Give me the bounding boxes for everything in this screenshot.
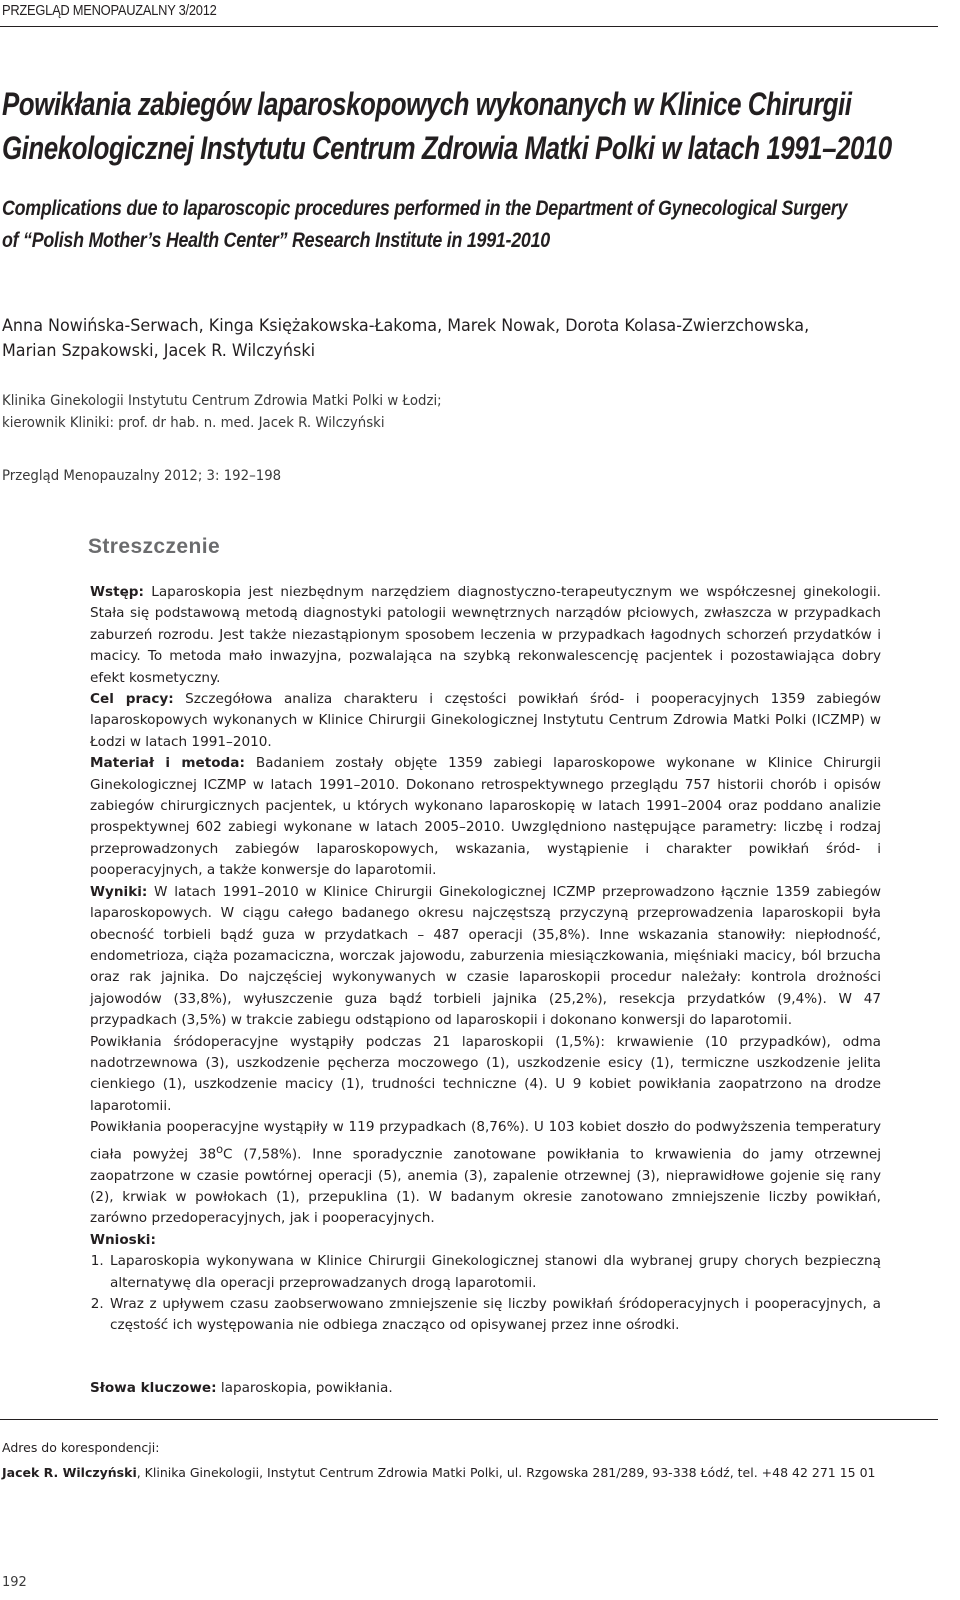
- running-header: [0, 0, 938, 27]
- title-en-line-1: Complications due to laparoscopic procedures performed in the Department of Gynecological Surgery: [2, 197, 848, 220]
- methods-label: Materiał i metoda:: [90, 755, 245, 772]
- correspondence-address: [2, 1464, 942, 1482]
- correspondence-name: Jacek R. Wilczyński: [2, 1465, 137, 1480]
- abstract-conclusions-heading: [90, 1230, 881, 1251]
- title-pl-line-2: Ginekologicznej Instytutu Centrum Zdrowia Matki Polki w latach 1991–2010: [2, 130, 892, 166]
- results-label: Wyniki:: [90, 883, 148, 900]
- journal-header: PRZEGLĄD MENOPAUZALNY 3/2012: [2, 2, 217, 19]
- affiliation: [2, 390, 952, 434]
- conclusions-label: Wnioski:: [90, 1231, 156, 1248]
- article-title-polish: [2, 82, 893, 170]
- postoperative-text-b: C (7,58%). Inne sporadycznie zanotowane powikłania to krwawienia do jamy otrzewnej zaopatrzone w czasie powtórnej operacji (5), anemia (3), zapalenie otrzewnej (3), nieprawidłowe gojenie się rany (2), krwiak w powłokach (1), przepuklina (1). W badanym okresie zanotowano zmniejszenie liczby powikłań, zarówno przedoperacyjnych, jak i pooperacyjnych.: [90, 1146, 881, 1227]
- abstract-intraoperative: [90, 1032, 881, 1118]
- abstract-introduction: [90, 582, 881, 689]
- affiliation-line-1: Klinika Ginekologii Instytutu Centrum Zdrowia Matki Polki w Łodzi;: [2, 393, 442, 409]
- conclusion-item-2: 2. Wraz z upływem czasu zaobserwowano zmniejszenie się liczby powikłań śródoperacyjnych i pooperacyjnych, a częstość ich występowania nie odbiega znacząco od opisywanej przez inne ośrodki.: [108, 1294, 881, 1337]
- aim-label: Cel pracy:: [90, 691, 174, 708]
- abstract-body: [90, 582, 881, 1337]
- affiliation-line-2: kierownik Kliniki: prof. dr hab. n. med. Jacek R. Wilczyński: [2, 415, 385, 431]
- abstract-aim: [90, 689, 881, 753]
- title-en-line-2: of “Polish Mother’s Health Center” Research Institute in 1991-2010: [2, 229, 550, 252]
- keywords-label: Słowa kluczowe:: [90, 1380, 217, 1396]
- conclusion-item-1: 1. Laparoskopia wykonywana w Klinice Chirurgii Ginekologicznej stanowi dla wybranej grupy chorych bezpieczną alternatywę dla operacji przeprowadzanych drogą laparotomii.: [108, 1251, 881, 1294]
- article-title-english: [2, 193, 937, 257]
- abstract-results: [90, 882, 881, 1032]
- author-list: [2, 314, 942, 364]
- intraoperative-text: Powikłania śródoperacyjne wystąpiły podczas 21 laparoskopii (1,5%): krwawienie (10 przypadków), odma nadotrzewnowa (3), uszkodzenie pęcherza moczowego (1), uszkodzenie esicy (1), termiczne uszkodzenie jelita cienkiego (1), uszkodzenie macicy (1), trudności techniczne (4). U 9 kobiet powikłania zaopatrzono na drodze laparotomii.: [90, 1033, 881, 1114]
- degree-sup: o: [216, 1141, 224, 1156]
- introduction-label: Wstęp:: [90, 584, 144, 600]
- introduction-text: Laparoskopia jest niezbędnym narzędziem diagnostyczno-terapeutycznym we współczesnej ginekologii. Stała się podstawową metodą diagnostyki patologii wewnętrznych narządów płciowych, zwłaszcza w przypadkach zaburzeń rozrodu. Jest także niezastąpionym sposobem leczenia w przypadkach łagodnych schorzeń przydatków i macicy. To metoda mało inwazyjna, pozwalająca na szybką rekonwalescencję pacjentek i pozostawiająca dobry efekt kosmetyczny.: [90, 584, 881, 686]
- conclusions-list: [90, 1251, 881, 1337]
- correspondence-details: , Klinika Ginekologii, Instytut Centrum Zdrowia Matki Polki, ul. Rzgowska 281/289, 93-338 Łódź, tel. +48 42 271 15 01: [136, 1465, 876, 1480]
- results-text: W latach 1991–2010 w Klinice Chirurgii Ginekologicznej ICZMP przeprowadzono łącznie 1359 zabiegów laparoskopowych. W ciągu całego badanego okresu najczęstszą przyczyną przeprowadzenia laparoskopii była obecność torbieli bądź guza w przydatkach – 487 operacji (35,8%). Inne wskazania stanowiły: niepłodność, endometrioza, ciąża pozamaciczna, worczak jajowodu, zaburzenia miesiączkowania, mięśniaki macicy, ból brzucha oraz rak jajnika. Do najczęściej wykonywanych w czasie laparoskopii procedur należały: kontrola drożności jajowodów (33,8%), wyłuszczenie guza bądź torbieli jajnika (25,2%), resekcja przydatków (9,4%). W 47 przypadkach (3,5%) w trakcie zabiegu odstąpiono od laparoskopii i dokonano konwersji do laparotomii.: [90, 883, 881, 1029]
- abstract-methods: [90, 753, 881, 881]
- footer-divider: [0, 1419, 938, 1420]
- methods-text: Badaniem zostały objęte 1359 zabiegi laparoskopowe wykonane w Klinice Chirurgii Ginekologicznej ICZMP w latach 1991–2010. Dokonano retrospektywnego przeglądu 757 historii chorób i opisów zabiegów chirurgicznych pacjentek, u których wykonano laparoskopię w latach 1991–2004 oraz poddano analizie prospektywnej 602 zabiegi wykonane w latach 2005–2010. Uwzględniono następujące parametry: liczbę i rodzaj przeprowadzonych zabiegów laparoskopowych, wskazania, wystąpienie i charakter powikłań śród- i pooperacyjnych, a także konwersje do laparotomii.: [90, 755, 882, 879]
- postoperative-text-a: Powikłania pooperacyjne wystąpiły w 119 przypadkach (8,76%). U 103 kobiet doszło do podwyższenia temperatury ciała powyżej 38: [90, 1119, 881, 1163]
- citation: Przegląd Menopauzalny 2012; 3: 192–198: [2, 468, 282, 484]
- keywords-text: laparoskopia, powikłania.: [216, 1380, 393, 1396]
- authors-line-1: Anna Nowińska-Serwach, Kinga Księżakowska-Łakoma, Marek Nowak, Dorota Kolasa-Zwierzchowska,: [2, 316, 810, 336]
- authors-line-2: Marian Szpakowski, Jacek R. Wilczyński: [2, 341, 316, 361]
- keywords: [90, 1378, 881, 1399]
- section-heading-abstract: Streszczenie: [88, 535, 221, 558]
- correspondence-label: Adres do korespondencji:: [2, 1440, 160, 1455]
- abstract-postoperative: [90, 1117, 881, 1230]
- aim-text: Szczegółowa analiza charakteru i częstości powikłań śród- i pooperacyjnych 1359 zabiegów laparoskopowych wykonanych w Klinice Chirurgii Ginekologicznej Instytutu Centrum Zdrowia Matki Polki (ICZMP) w Łodzi w latach 1991–2010.: [90, 691, 881, 750]
- page-number: 192: [2, 1575, 27, 1590]
- title-pl-line-1: Powikłania zabiegów laparoskopowych wykonanych w Klinice Chirurgii: [2, 86, 852, 122]
